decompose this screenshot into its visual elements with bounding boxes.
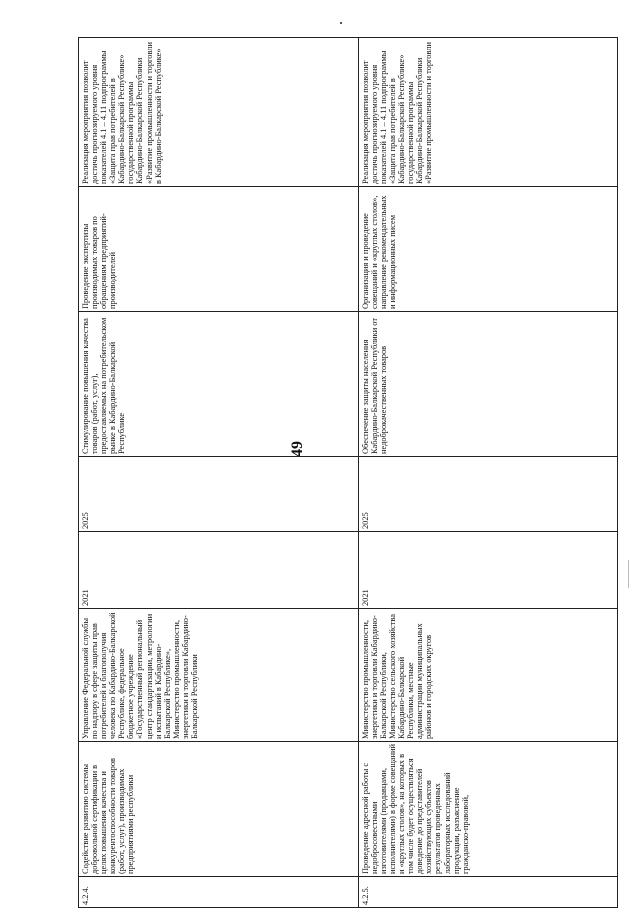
row-number: 4.2.4. (79, 877, 359, 908)
table-row (358, 38, 617, 908)
task-cell: Проведение адресной работы с недобросовестными изготовителями (продавцами, исполнителями) в форме совещаний и «круглых столов», на которых в том числе будет осуществляться доведение до представителей хозяйствующих субъектов результатов проведенных лабораторных исследований продукции, разъяснение гражданско-правовой, (358, 742, 617, 877)
row-number: 4.2.5. (358, 877, 617, 908)
scan-margin-mark (628, 560, 629, 588)
task-cell: Содействие развитию системы добровольной сертификации в целях повышения качества и конкурентоспособности товаров (работ, услуг), производимых предприятиями республики (79, 742, 359, 877)
indicators-cell: Реализация мероприятия позволит достичь прогнозируемого уровня показателей 4.1 – 4.11 подпрограммы «Защита прав потребителей в Кабардино-Балкарской Республике» государственной программы Кабардино-Балкарской Республики «Развитие промышленности и торговли в Кабардино-Балкарской Республике» (79, 38, 359, 187)
scan-speck (340, 22, 342, 24)
directions-cell: Организация и проведение совещаний и «круглых столов», направление рекомендательных и информационных писем (358, 187, 617, 312)
start-year-cell: 2021 (79, 532, 359, 609)
table-row (79, 38, 359, 908)
indicators-cell: Реализация мероприятия позволит достичь прогнозируемого уровня показателей 4.1 – 4.11 подпрограммы «Защита прав потребителей в Кабардино-Балкарской Республике» государственной программы Кабардино-Балкарской Республики «Развитие промышленности и торговли (358, 38, 617, 187)
result-cell: Обеспечение защиты населения Кабардино-Балкарской Республики от недоброкачественных товаров (358, 312, 617, 457)
end-year-cell: 2025 (358, 457, 617, 532)
table-wrapper (78, 42, 618, 908)
end-year-cell: 2025 (79, 457, 359, 532)
executors-cell: Управление Федеральной службы по надзору в сфере защиты прав потребителей и благополучия человека по Кабардино-Балкарской Республике, федеральное бюджетное учреждение «Государственный региональный центр стандартизации, метрологии и испытаний в Кабардино-Балкарской Республике», Министерство промышленности, энергетики и торговли Кабардино-Балкарской Республики (79, 609, 359, 742)
result-cell: Стимулирование повышения качества товаров (работ, услуг), предоставляемых на потребительском рынке в Кабардино-Балкарской Республике (79, 312, 359, 457)
activities-table (78, 37, 618, 908)
executors-cell: Министерство промышленности, энергетики и торговли Кабардино-Балкарской Республики, Министерство сельского хозяйства Кабардино-Балкарской Республики, местные администрации муниципальных районов и городских округов (358, 609, 617, 742)
directions-cell: Проведение экспертизы производимых товаров по обращениям предприятий-производителей (79, 187, 359, 312)
page-number: 49 (289, 441, 306, 457)
start-year-cell: 2021 (358, 532, 617, 609)
